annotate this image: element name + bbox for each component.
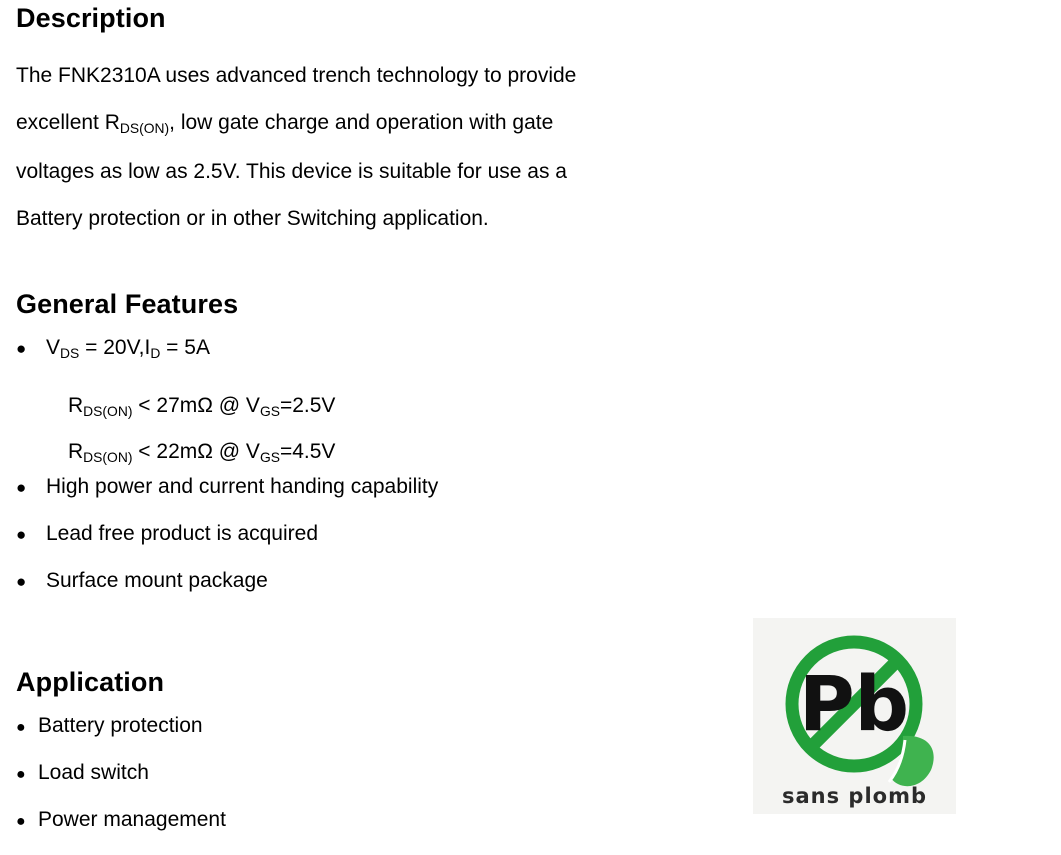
- general-features-list: [16, 336, 836, 616]
- bullet-icon: ●: [16, 572, 27, 591]
- description-line-2: [16, 99, 796, 148]
- feature-subitem-rdson-25v: [16, 383, 836, 429]
- vgs-45v-subscript: GS: [259, 448, 280, 465]
- feature-item-vds: [16, 336, 836, 383]
- description-line-2-prefix: excellent R: [16, 111, 120, 134]
- feature-subitem-rdson-45v: [16, 429, 836, 475]
- rdson-45v-suffix: =4.5V: [279, 440, 336, 463]
- feature-item-lead-free: [16, 522, 836, 569]
- rdson-45v-subscript: DS(ON): [83, 448, 133, 465]
- rdson-25v-suffix: =2.5V: [279, 394, 336, 417]
- svg-text:Pb: Pb: [798, 659, 910, 748]
- description-line-3: voltages as low as 2.5V. This device is suitable for use as a: [16, 160, 567, 183]
- bullet-icon: ●: [16, 719, 26, 736]
- pb-free-caption: sans plomb: [781, 784, 927, 808]
- description-line-4: Battery protection or in other Switching application.: [16, 207, 489, 230]
- bullet-icon: ●: [16, 813, 26, 830]
- description-line-2-suffix: , low gate charge and operation with gate: [169, 111, 554, 134]
- bullet-icon: ●: [16, 478, 27, 497]
- description-line-1: The FNK2310A uses advanced trench technology to provide: [16, 64, 577, 87]
- feature-item-surface-mount: [16, 569, 836, 616]
- rdson-25v-subscript: DS(ON): [83, 402, 133, 419]
- bullet-icon: ●: [16, 766, 26, 783]
- rdson-25v-mid: < 27mΩ @ V: [132, 394, 260, 417]
- vds-mid: = 20V,I: [79, 336, 151, 359]
- application-list: [16, 714, 616, 855]
- vds-prefix: V: [46, 336, 61, 359]
- feature-item-high-power-text: High power and current handing capability: [46, 475, 439, 498]
- general-features-heading: General Features: [16, 289, 239, 319]
- rdson-45v-mid: < 22mΩ @ V: [132, 440, 260, 463]
- bullet-icon: ●: [16, 339, 27, 358]
- description-body: [16, 52, 796, 242]
- pb-free-logo: [753, 618, 956, 814]
- application-item-power-management: [16, 808, 616, 855]
- application-item-power-management-text: Power management: [38, 808, 226, 831]
- id-subscript: D: [150, 344, 161, 361]
- feature-item-lead-free-text: Lead free product is acquired: [46, 522, 319, 545]
- vds-suffix: = 5A: [160, 336, 210, 359]
- application-item-load-switch-text: Load switch: [38, 761, 149, 784]
- feature-item-vds-text: [46, 336, 210, 360]
- application-heading: Application: [16, 667, 165, 697]
- vds-subscript: DS: [60, 344, 80, 361]
- feature-item-high-power: [16, 475, 836, 522]
- bullet-icon: ●: [16, 525, 27, 544]
- description-heading: Description: [16, 3, 166, 33]
- description-line-2-subscript: DS(ON): [119, 119, 170, 136]
- feature-item-surface-mount-text: Surface mount package: [46, 569, 268, 592]
- rdson-45v-prefix: R: [68, 440, 84, 463]
- vgs-25v-subscript: GS: [259, 402, 280, 419]
- application-item-battery-protection-text: Battery protection: [38, 714, 203, 737]
- application-item-battery-protection: [16, 714, 616, 761]
- rdson-25v-prefix: R: [68, 394, 84, 417]
- application-item-load-switch: [16, 761, 616, 808]
